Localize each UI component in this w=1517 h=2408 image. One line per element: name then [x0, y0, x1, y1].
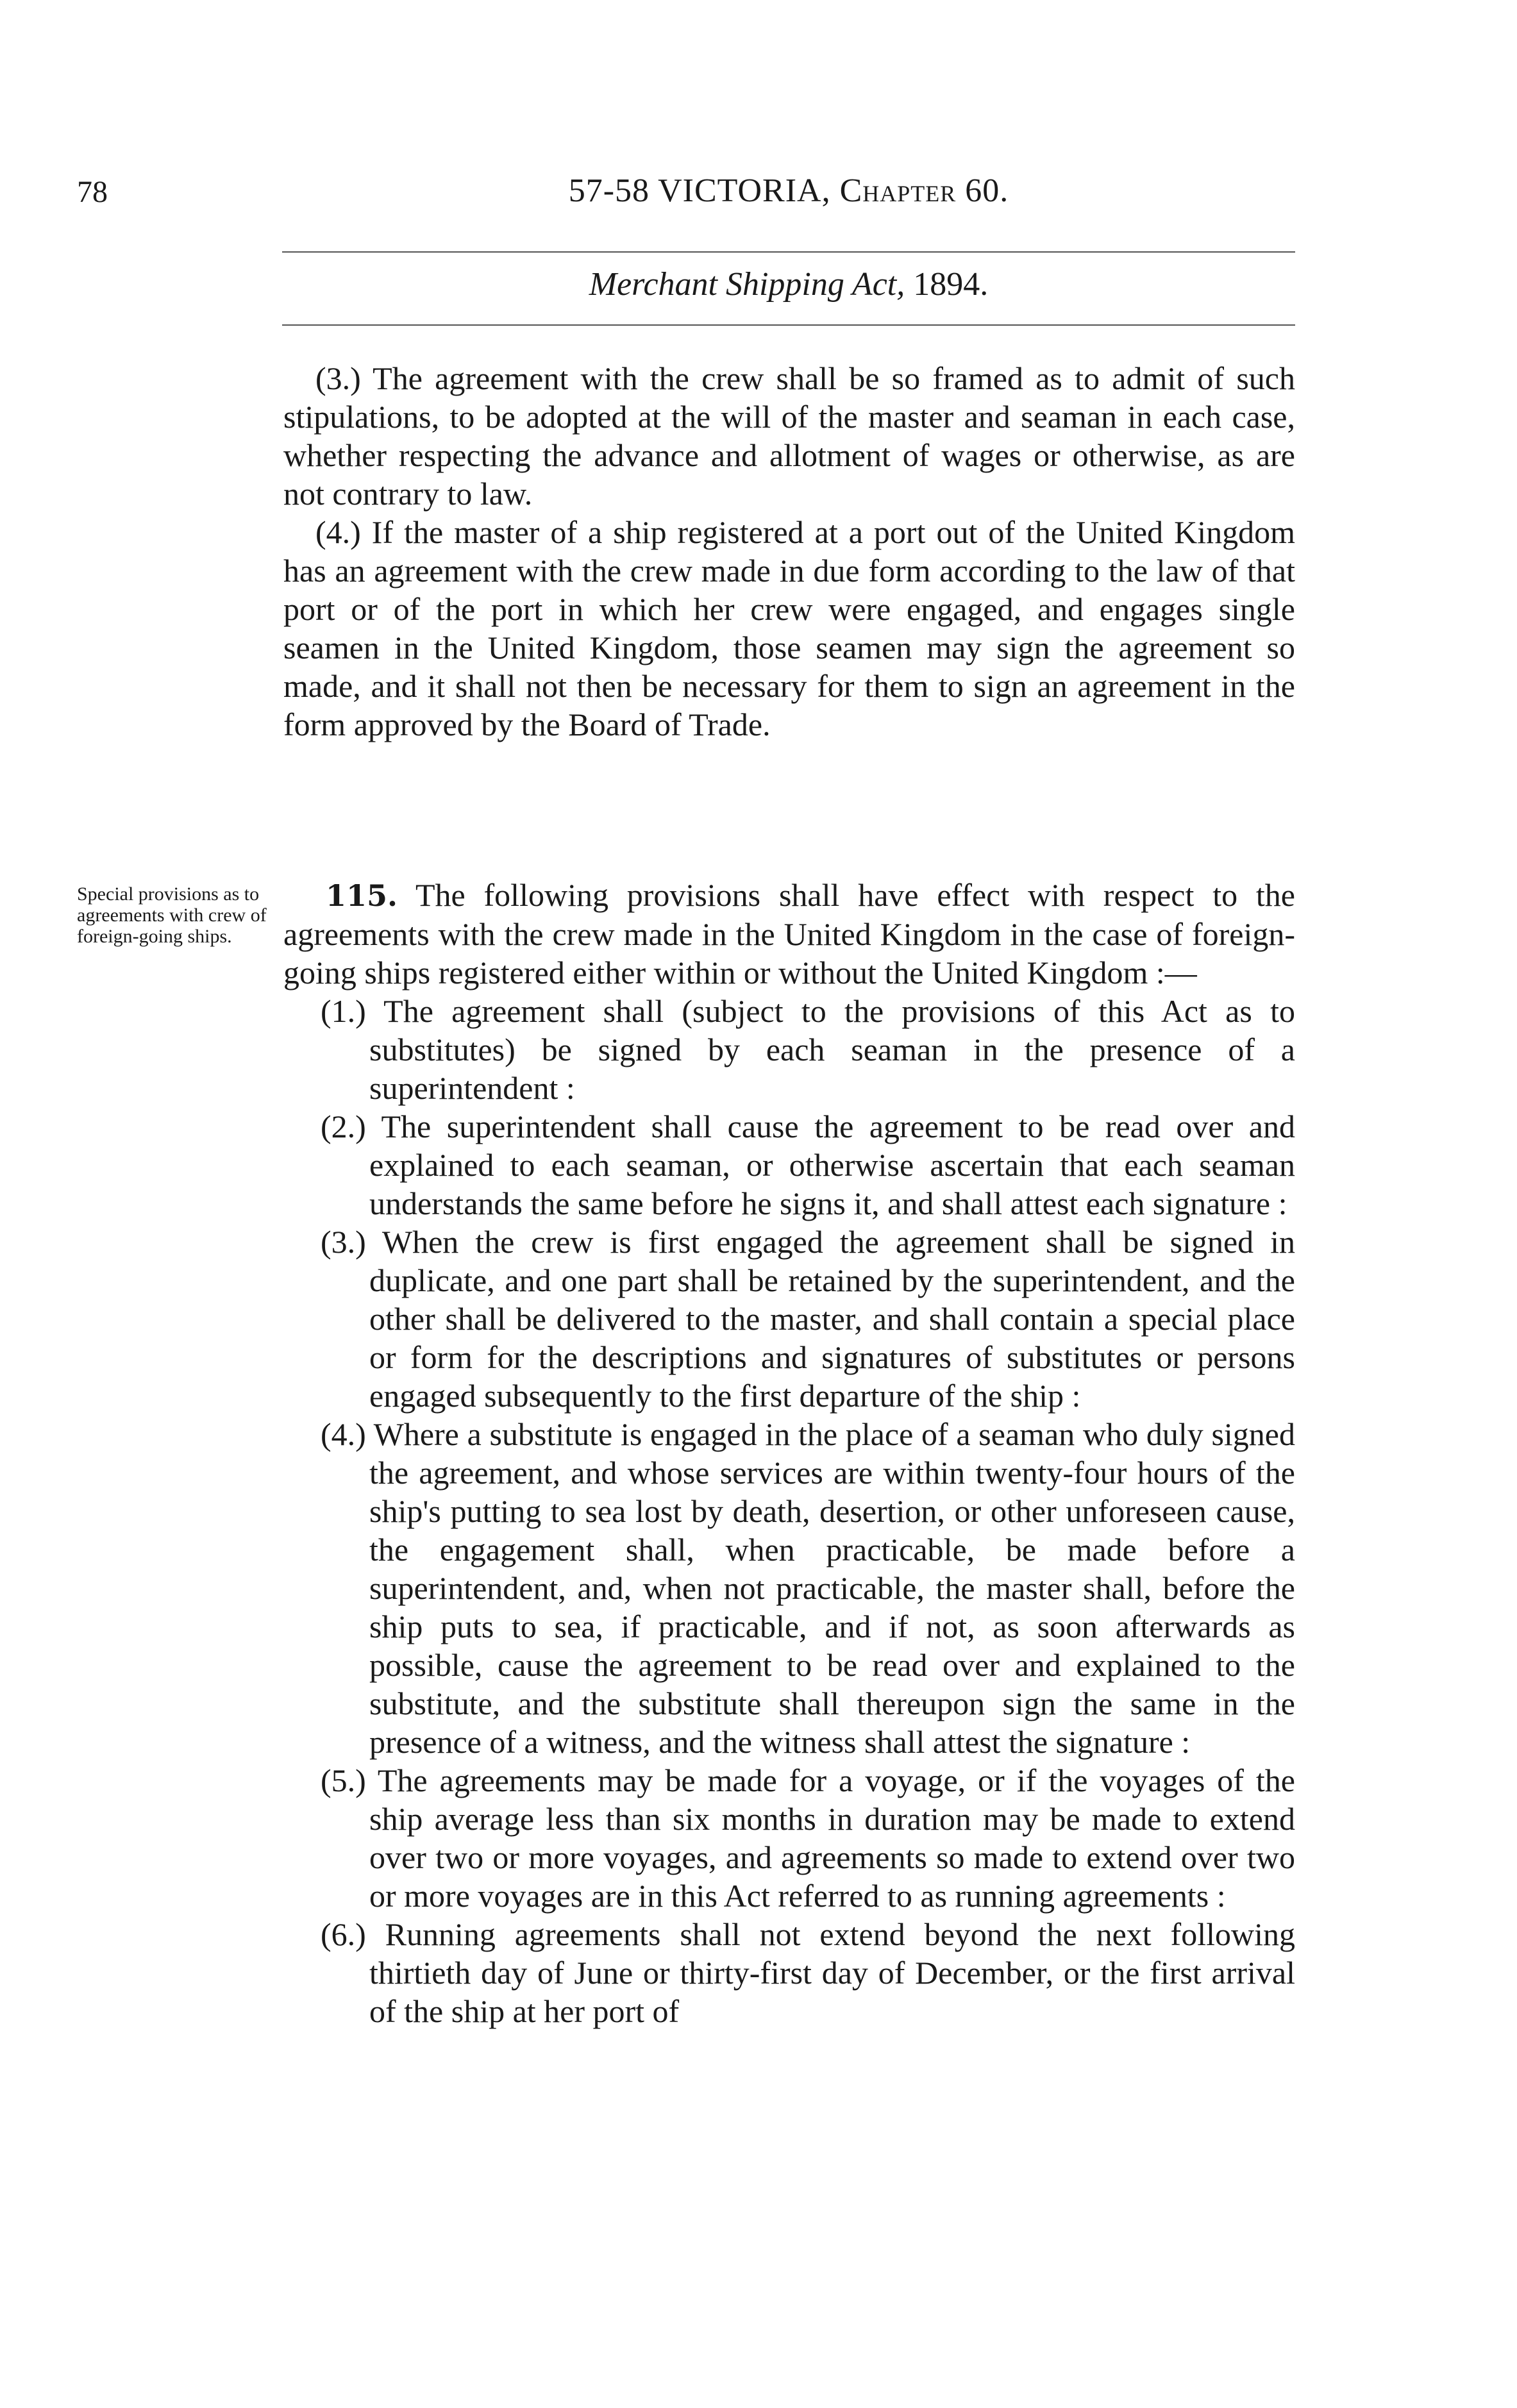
provision-item: (4.) Where a substitute is engaged in the place of a seaman who duly signed the agreement, and whose services are within twenty-four hours of the ship's putting to sea lost by death, desertion, or other unforeseen cause, the engagement shall, when practicable, be made before a superintendent, and, when not practicable, the master shall, before the ship puts to sea, if practicable, and if not, as soon afterwards as possible, cause the agreement to be read over and explained to the substitute, and the substitute shall thereupon sign the same in the presence of a witness, and the witness shall attest the signature : [321, 1416, 1295, 1760]
section-115-intro-text: The following provisions shall have effect with respect to the agreements with the crew made in the United Kingdom in the case of foreign-going ships registered either within or without the United Kingdom :— [283, 877, 1295, 991]
carryover-subsections [283, 359, 1295, 744]
page-number: 78 [77, 175, 108, 209]
provision-item: (1.) The agreement shall (subject to the provisions of this Act as to substitutes) be signed by each seaman in the presence of a superintendent : [321, 993, 1295, 1106]
section-115 [283, 876, 1295, 2030]
provision-item: (5.) The agreements may be made for a voyage, or if the voyages of the ship average less than six months in duration may be made to extend over two or more voyages, and agreements so made to extend over two or more voyages are in this Act referred to as running agreements : [321, 1762, 1295, 1914]
provision-item: (6.) Running agreements shall not extend beyond the next following thirtieth day of June or thirty-first day of December, or the first arrival of the ship at her port of [321, 1916, 1295, 2029]
running-head-chapter: Chapter 60. [839, 172, 1009, 209]
subsection-4-paragraph: (4.) If the master of a ship registered at a port out of the United Kingdom has an agreement with the crew made in due form according to the law of that port or of the port in which her crew were engaged, and engages single seamen in the United Kingdom, those seamen may sign the agreement so made, and it shall not then be necessary for them to sign an agreement in the form approved by the Board of Trade. [283, 514, 1295, 742]
margin-note-section-115: Special provisions as to agreements with crew of foreign-going ships. [77, 883, 267, 947]
act-title-year: 1894. [913, 266, 989, 303]
running-head [276, 172, 1302, 210]
section-115-intro-paragraph [283, 876, 1295, 992]
provision-item: (2.) The superintendent shall cause the agreement to be read over and explained to each seaman, or otherwise ascertain that each seaman understands the same before he signs it, and shall attest each signature : [321, 1108, 1295, 1221]
act-title-name: Merchant Shipping Act, [589, 266, 905, 303]
provision-item: (3.) When the crew is first engaged the agreement shall be signed in duplicate, and one part shall be retained by the superintendent, and the other shall be delivered to the master, and shall contain a special place or form for the descriptions and signatures of substitutes or persons engaged subsequently to the first departure of the ship : [321, 1224, 1295, 1414]
header-rule-top [282, 251, 1295, 253]
running-head-main: 57-58 VICTORIA, [568, 172, 831, 209]
subsection-3-paragraph: (3.) The agreement with the crew shall be so framed as to admit of such stipulations, to be adopted at the will of the master and seaman in each case, whether respecting the advance and allotment of wages or otherwise, as are not contrary to law. [283, 360, 1295, 512]
section-number: 115. [326, 878, 398, 913]
header-rule-bottom [282, 324, 1295, 326]
act-title [276, 265, 1302, 303]
section-115-provisions-list [283, 992, 1295, 2030]
